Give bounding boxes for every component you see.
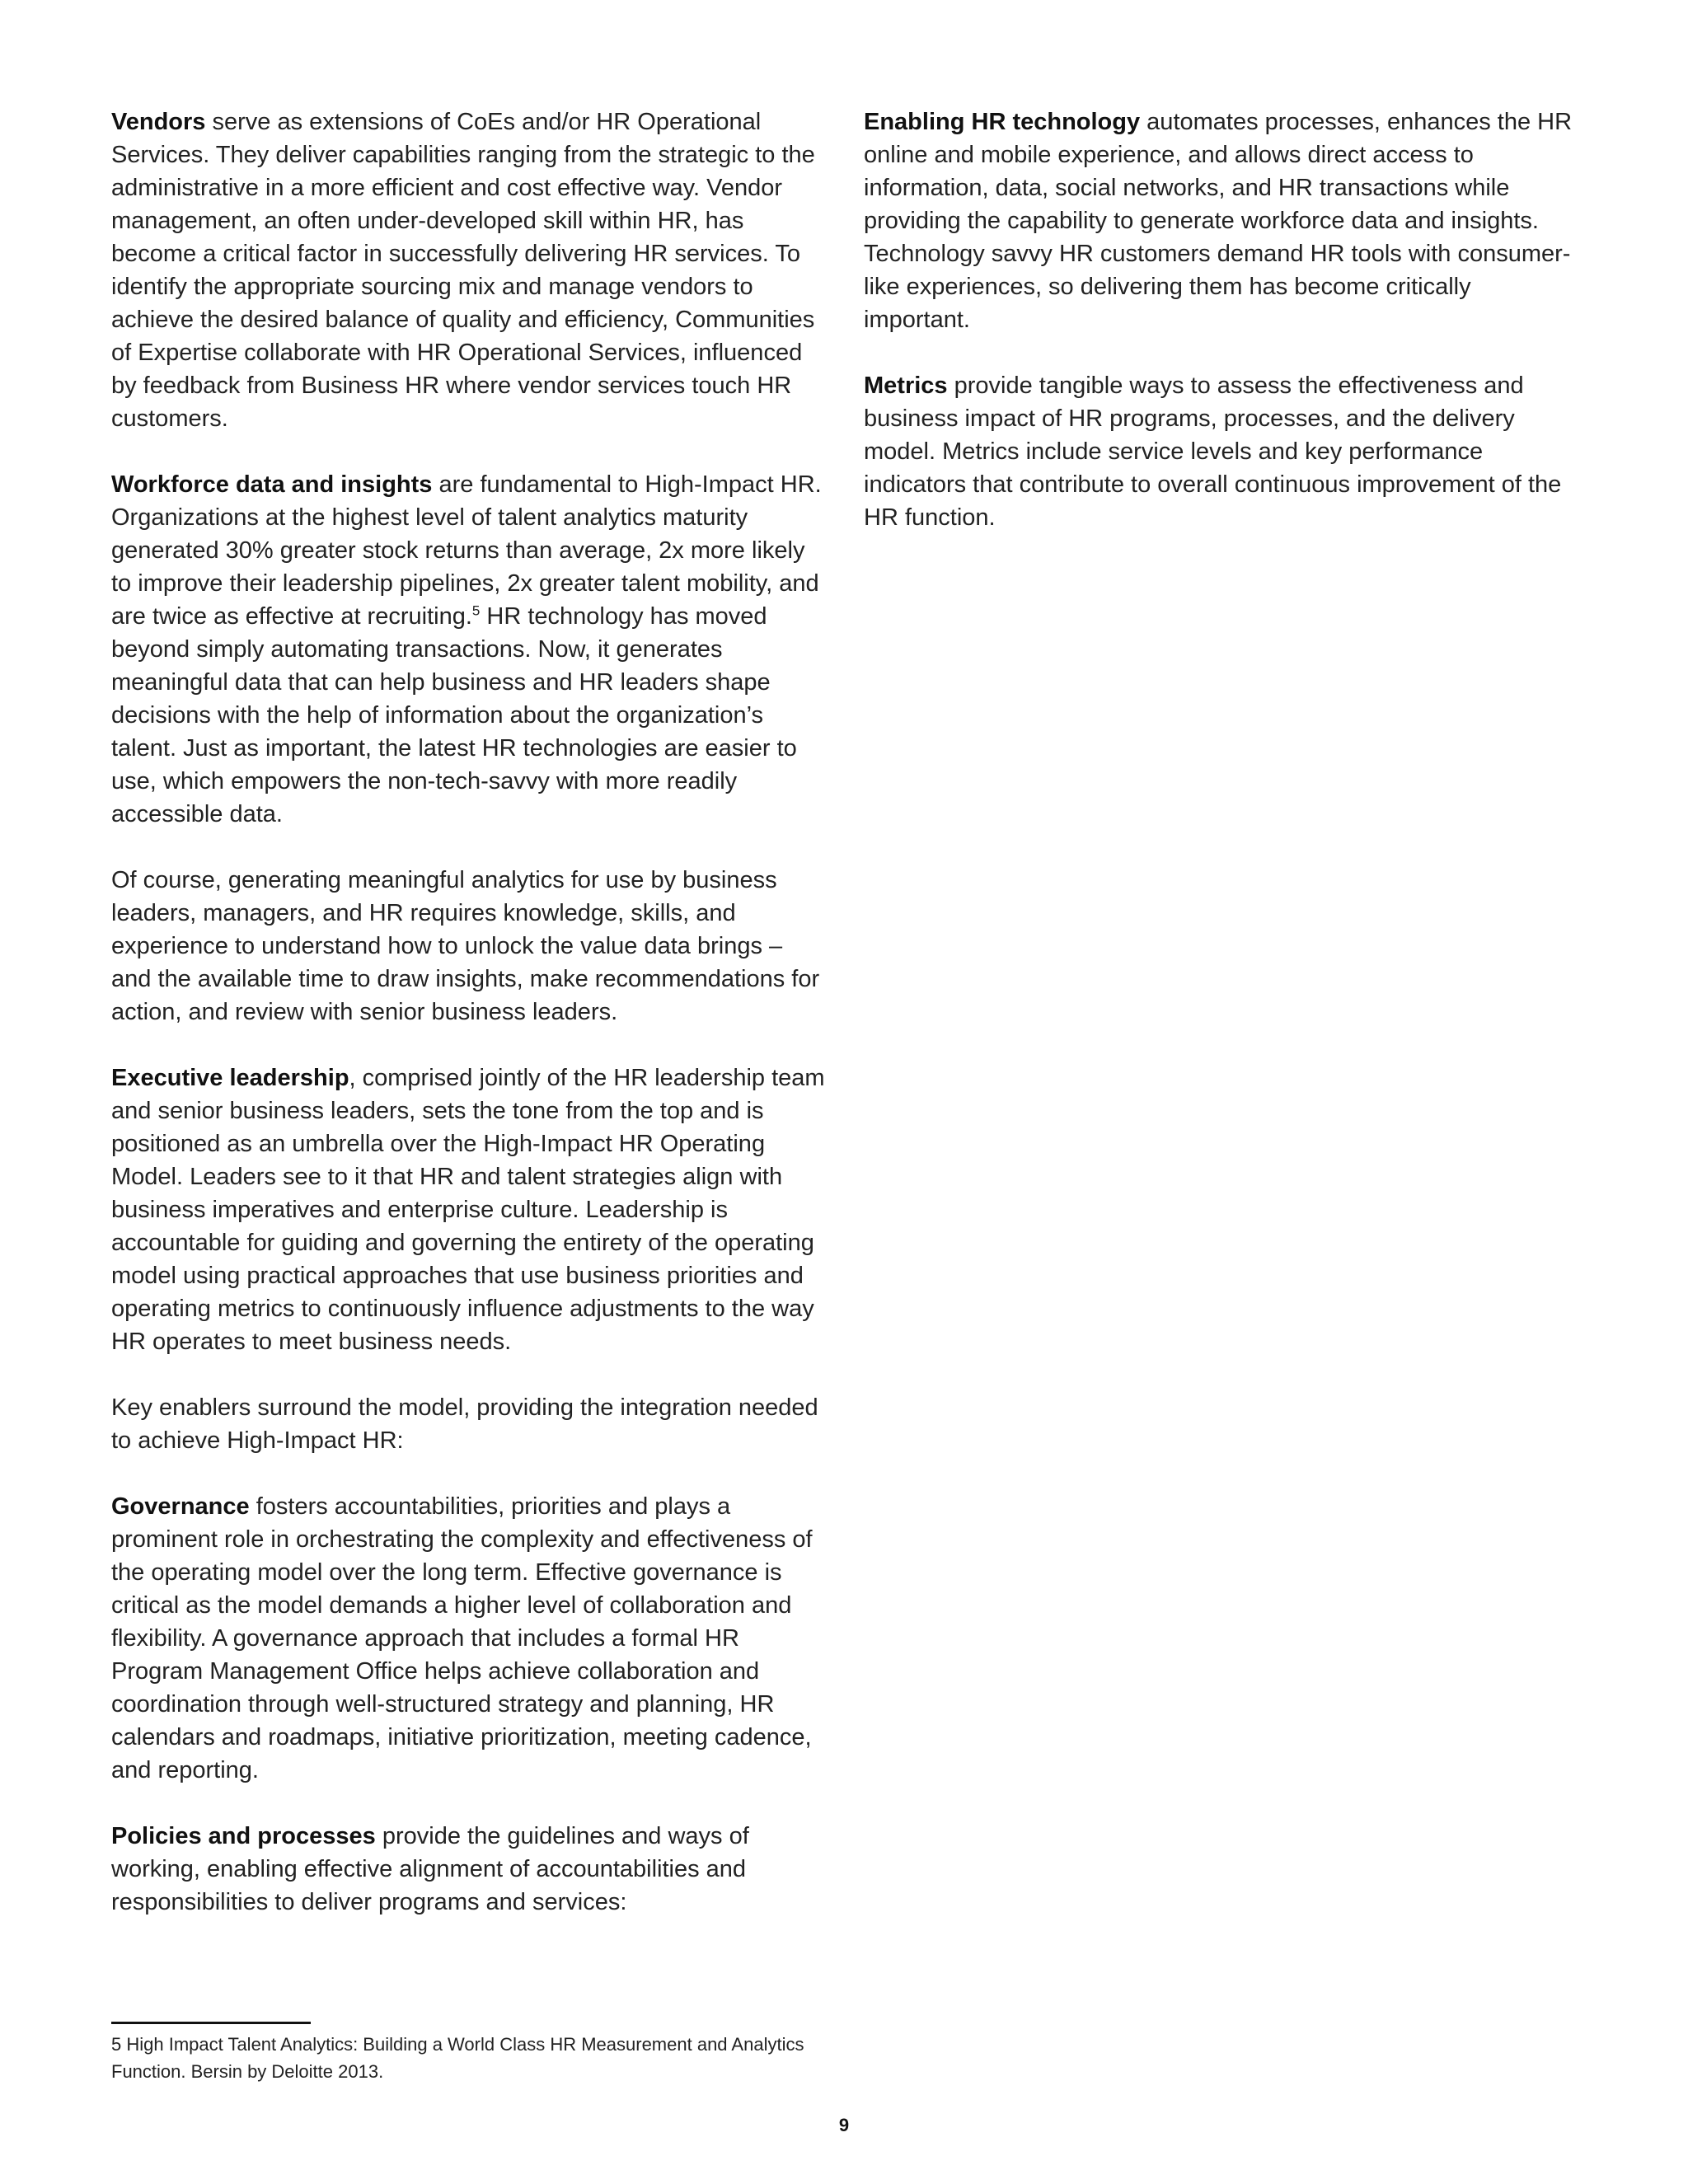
paragraph-workforce-data-text: are fundamental to High-Impact HR. Organizations at the highest level of talent analytics maturity generated 30% greater stock returns than average, 2x more likely to improve their leadership pipelines, 2x greater talent mobility, and are twice as effective at recruiting.	[111, 471, 822, 630]
paragraph-key-enablers	[111, 1391, 827, 1457]
paragraph-governance	[111, 1490, 827, 1787]
term-executive-leadership: Executive leadership	[111, 1065, 349, 1091]
paragraph-metrics	[864, 369, 1573, 534]
term-workforce-data: Workforce data and insights	[111, 471, 433, 498]
paragraph-vendors-text: serve as extensions of CoEs and/or HR Operational Services. They deliver capabilities ranging from the strategic to the administrative in a more efficient and cost effective way. Vendor management, an often under-developed skill within HR, has become a critical factor in successfully delivering HR services. To identify the appropriate sourcing mix and manage vendors to achieve the desired balance of quality and efficiency, Communities of Expertise collaborate with HR Operational Services, influenced by feedback from Business HR where vendor services touch HR customers.	[111, 109, 815, 432]
footnote-reference: 5	[471, 602, 481, 619]
paragraph-hr-technology-text: automates processes, enhances the HR online and mobile experience, and allows direct access to information, data, social networks, and HR transactions while providing the capability to generate workforce data and insights. Technology savvy HR customers demand HR tools with consumer-like experiences, so delivering them has become critically important.	[864, 109, 1573, 333]
paragraph-executive-leadership	[111, 1062, 827, 1358]
paragraph-metrics-text: provide tangible ways to assess the effectiveness and business impact of HR programs, processes, and the delivery model. Metrics include service levels and key performance indicators that contribute to overall continuous improvement of the HR function.	[864, 373, 1562, 531]
paragraph-vendors	[111, 105, 827, 435]
paragraph-workforce-data	[111, 468, 827, 831]
paragraph-key-enablers-text: Key enablers surround the model, providing the integration needed to achieve High-Impact HR:	[111, 1394, 818, 1454]
right-column	[864, 105, 1573, 567]
page-number: 9	[838, 2115, 850, 2135]
left-column	[111, 105, 827, 1952]
paragraph-policies	[111, 1820, 827, 1919]
paragraph-hr-technology	[864, 105, 1573, 336]
paragraph-workforce-data-text-after: HR technology has moved beyond simply automating transactions. Now, it generates meaningful data that can help business and HR leaders shape decisions with the help of information about the organization’s talent. Just as important, the latest HR technologies are easier to use, which empowers the non-tech-savvy with more readily accessible data.	[111, 603, 797, 827]
paragraph-executive-leadership-text: , comprised jointly of the HR leadership team and senior business leaders, sets the tone from the top and is positioned as an umbrella over the High-Impact HR Operating Model. Leaders see to it that HR and talent strategies align with business imperatives and enterprise culture. Leadership is accountable for guiding and governing the entirety of the operating model using practical approaches that use business priorities and operating metrics to continuously influence adjustments to the way HR operates to meet business needs.	[111, 1065, 825, 1355]
paragraph-policies-text: provide the guidelines and ways of working, enabling effective alignment of accountabilities and responsibilities to deliver programs and services:	[111, 1823, 749, 1915]
term-policies: Policies and processes	[111, 1823, 376, 1849]
footnote-divider	[111, 2022, 311, 2024]
term-hr-technology: Enabling HR technology	[864, 109, 1141, 135]
footnote: 5 High Impact Talent Analytics: Building a World Class HR Measurement and Analytics Function. Bersin by Deloitte 2013.	[111, 2034, 804, 2082]
paragraph-analytics-text: Of course, generating meaningful analytics for use by business leaders, managers, and HR requires knowledge, skills, and experience to understand how to unlock the value data brings – and the available time to draw insights, make recommendations for action, and review with senior business leaders.	[111, 867, 820, 1025]
term-metrics: Metrics	[864, 373, 948, 399]
paragraph-governance-text: fosters accountabilities, priorities and plays a prominent role in orchestrating the complexity and effectiveness of the operating model over the long term. Effective governance is critical as the model demands a higher level of collaboration and flexibility. A governance approach that includes a formal HR Program Management Office helps achieve collaboration and coordination through well-structured strategy and planning, HR calendars and roadmaps, initiative prioritization, meeting cadence, and reporting.	[111, 1493, 813, 1783]
term-governance: Governance	[111, 1493, 250, 1520]
paragraph-analytics	[111, 864, 827, 1029]
term-vendors: Vendors	[111, 109, 206, 135]
